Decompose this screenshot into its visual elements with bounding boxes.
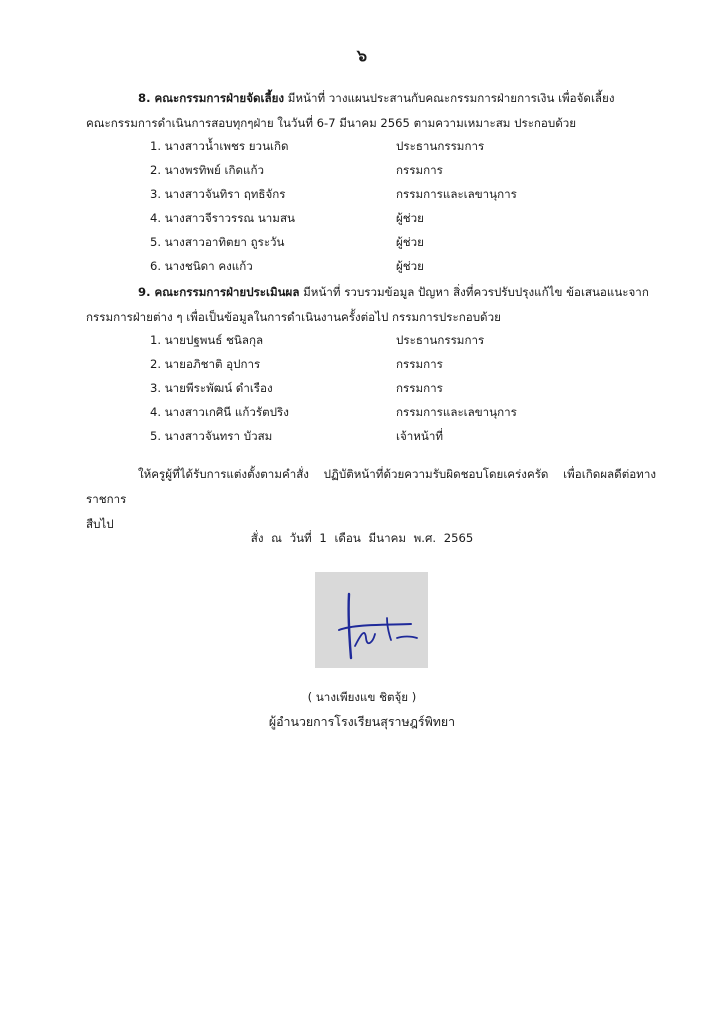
section-8-member-row <box>0 134 724 158</box>
signer-title: ผู้อำนวยการโรงเรียนสุราษฎร์พิทยา <box>268 714 456 729</box>
section-9-member-row <box>0 328 724 352</box>
member-name: 1. นางสาวน้ำเพชร ยวนเกิด <box>150 139 289 153</box>
member-name: 4. นางสาวจีราวรรณ นามสน <box>150 211 295 225</box>
member-name: 5. นางสาวจันทรา บัวสม <box>150 429 273 443</box>
section-9-member-row <box>0 352 724 376</box>
member-name: 6. นางชนิดา คงแก้ว <box>150 259 253 273</box>
section-8-member-row <box>0 206 724 230</box>
member-role: กรรมการ <box>396 163 443 177</box>
section-8-text-line2: คณะกรรมการดำเนินการสอบทุกๆฝ่าย ในวันที่ 6-7 มีนาคม 2565 ตามความเหมาะสม ประกอบด้วย <box>86 116 577 130</box>
signature-image <box>315 572 428 668</box>
member-role: ประธานกรรมการ <box>396 333 485 347</box>
section-9-paragraph <box>86 280 656 330</box>
signature-icon <box>315 572 428 668</box>
section-8-member-row <box>0 158 724 182</box>
member-name: 4. นางสาวเกศินี แก้วรัตปริง <box>150 405 289 419</box>
section-8-member-row <box>0 230 724 254</box>
section-9-member-row <box>0 400 724 424</box>
signer-name: ( นางเพียงแข ชิตจุ้ย ) <box>307 690 417 704</box>
section-8-member-row <box>0 182 724 206</box>
member-name: 3. นายพีระพัฒน์ ดำเรือง <box>150 381 273 395</box>
section-9-heading: 9. คณะกรรมการฝ่ายประเมินผล <box>138 285 300 299</box>
section-8-paragraph <box>86 86 656 136</box>
member-name: 3. นางสาวจันทิรา ฤทธิจักร <box>150 187 286 201</box>
member-role: ประธานกรรมการ <box>396 139 485 153</box>
section-8-text-line1: มีหน้าที่ วางแผนประสานกับคณะกรรมการฝ่ายการเงิน เพื่อจัดเลี้ยง <box>284 91 615 105</box>
section-9-text-line1: มีหน้าที่ รวบรวมข้อมูล ปัญหา สิ่งที่ควรปรับปรุงแก้ไข ข้อเสนอแนะจาก <box>299 285 649 299</box>
member-name: 2. นายอภิชาติ อุปการ <box>150 357 261 371</box>
closing-line2: สืบไป <box>86 517 114 531</box>
section-9-text-line2: กรรมการฝ่ายต่าง ๆ เพื่อเป็นข้อมูลในการดำเนินงานครั้งต่อไป กรรมการประกอบด้วย <box>86 310 501 324</box>
member-role: เจ้าหน้าที่ <box>396 429 443 443</box>
member-role: กรรมการ <box>396 381 443 395</box>
member-role: ผู้ช่วย <box>396 259 424 273</box>
member-role: ผู้ช่วย <box>396 211 424 225</box>
member-role: ผู้ช่วย <box>396 235 424 249</box>
member-name: 1. นายปฐพนธ์ ชนิลกุล <box>150 333 264 347</box>
section-9-member-row <box>0 376 724 400</box>
member-name: 5. นางสาวอาทิตยา ถูระวัน <box>150 235 285 249</box>
member-name: 2. นางพรทิพย์ เกิดแก้ว <box>150 163 264 177</box>
member-role: กรรมการและเลขานุการ <box>396 187 517 201</box>
member-role: กรรมการ <box>396 357 443 371</box>
section-9-member-row <box>0 424 724 448</box>
closing-line1: ให้ครูผู้ที่ได้รับการแต่งตั้งตามคำสั่ง ปฏิบัติหน้าที่ด้วยความรับผิดชอบโดยเคร่งครัด เพื่อเกิดผลดีต่อทางราชการ <box>86 467 656 506</box>
section-8-member-row <box>0 254 724 278</box>
order-date-line: สั่ง ณ วันที่ 1 เดือน มีนาคม พ.ศ. 2565 <box>250 531 474 545</box>
section-8-heading: 8. คณะกรรมการฝ่ายจัดเลี้ยง <box>138 91 285 105</box>
member-role: กรรมการและเลขานุการ <box>396 405 517 419</box>
page-number: ๖ <box>356 46 368 65</box>
